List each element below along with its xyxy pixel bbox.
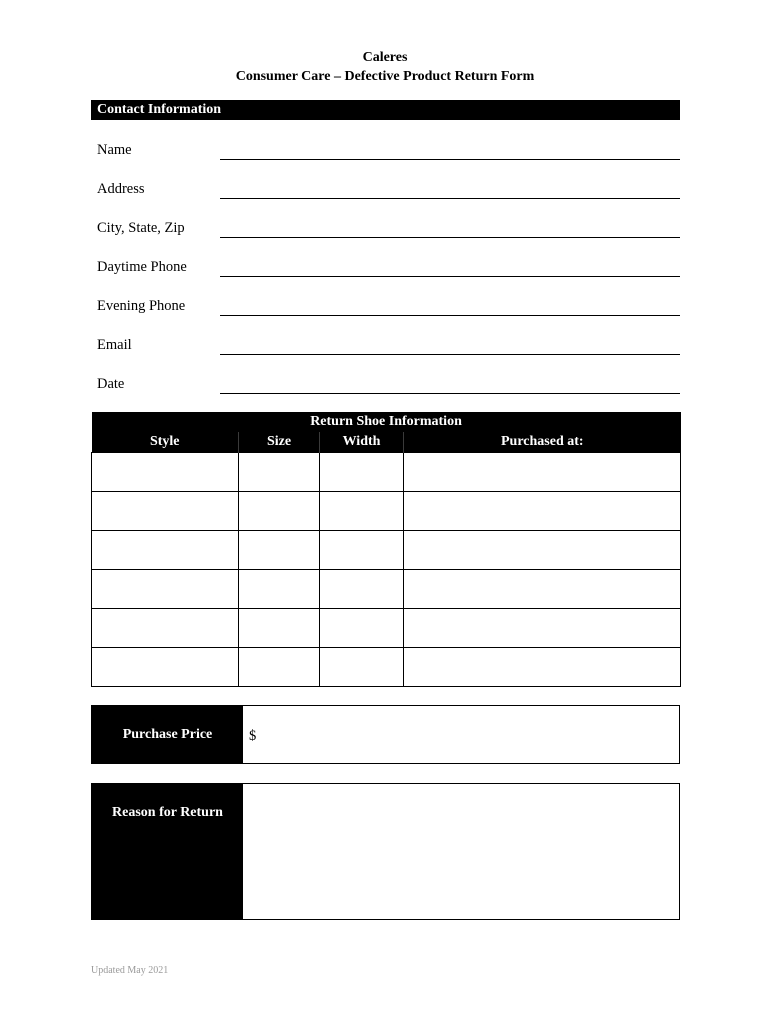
contact-row-evening-phone bbox=[97, 297, 680, 321]
purchased-at-cell[interactable] bbox=[404, 648, 681, 687]
table-row bbox=[92, 609, 681, 648]
updated-note: Updated May 2021 bbox=[91, 965, 169, 976]
width-cell[interactable] bbox=[320, 648, 404, 687]
size-cell[interactable] bbox=[239, 609, 320, 648]
currency-symbol: $ bbox=[249, 728, 257, 744]
contact-row-city-state-zip bbox=[97, 219, 680, 243]
reason-for-return-field[interactable] bbox=[243, 784, 679, 919]
table-row bbox=[92, 453, 681, 492]
size-cell[interactable] bbox=[239, 453, 320, 492]
reason-for-return-label: Reason for Return bbox=[92, 784, 243, 919]
evening-phone-label: Evening Phone bbox=[97, 298, 186, 314]
address-field[interactable] bbox=[220, 198, 680, 199]
purchased-at-cell[interactable] bbox=[404, 492, 681, 531]
purchased-at-cell[interactable] bbox=[404, 570, 681, 609]
email-field[interactable] bbox=[220, 354, 680, 355]
style-cell[interactable] bbox=[92, 453, 239, 492]
return-shoe-table bbox=[91, 412, 681, 687]
purchased-at-cell[interactable] bbox=[404, 531, 681, 570]
contact-row-daytime-phone bbox=[97, 258, 680, 282]
table-row bbox=[92, 648, 681, 687]
contact-row-date bbox=[97, 375, 680, 399]
style-cell[interactable] bbox=[92, 570, 239, 609]
company-name: Caleres bbox=[362, 50, 408, 65]
purchase-price-field[interactable] bbox=[243, 706, 679, 763]
table-row bbox=[92, 531, 681, 570]
width-cell[interactable] bbox=[320, 531, 404, 570]
reason-for-return-box bbox=[91, 783, 680, 920]
purchase-price-label: Purchase Price bbox=[92, 706, 243, 763]
style-cell[interactable] bbox=[92, 492, 239, 531]
name-field[interactable] bbox=[220, 159, 680, 160]
size-cell[interactable] bbox=[239, 648, 320, 687]
style-cell[interactable] bbox=[92, 531, 239, 570]
purchase-price-box bbox=[91, 705, 680, 764]
size-cell[interactable] bbox=[239, 492, 320, 531]
city-state-zip-field[interactable] bbox=[220, 237, 680, 238]
size-cell[interactable] bbox=[239, 570, 320, 609]
form-header bbox=[0, 48, 770, 86]
width-cell[interactable] bbox=[320, 492, 404, 531]
purchased-at-cell[interactable] bbox=[404, 453, 681, 492]
purchased-at-column-header: Purchased at: bbox=[404, 432, 681, 453]
width-cell[interactable] bbox=[320, 609, 404, 648]
name-label: Name bbox=[97, 142, 132, 158]
email-label: Email bbox=[97, 337, 132, 353]
daytime-phone-field[interactable] bbox=[220, 276, 680, 277]
contact-row-email bbox=[97, 336, 680, 360]
evening-phone-field[interactable] bbox=[220, 315, 680, 316]
contact-row-address bbox=[97, 180, 680, 204]
width-column-header: Width bbox=[320, 432, 404, 453]
contact-row-name bbox=[97, 141, 680, 165]
style-cell[interactable] bbox=[92, 609, 239, 648]
style-column-header: Style bbox=[92, 432, 239, 453]
daytime-phone-label: Daytime Phone bbox=[97, 259, 187, 275]
shoe-section-header: Return Shoe Information bbox=[92, 412, 681, 432]
city-state-zip-label: City, State, Zip bbox=[97, 220, 185, 236]
size-column-header: Size bbox=[239, 432, 320, 453]
style-cell[interactable] bbox=[92, 648, 239, 687]
purchased-at-cell[interactable] bbox=[404, 609, 681, 648]
table-row bbox=[92, 570, 681, 609]
size-cell[interactable] bbox=[239, 531, 320, 570]
width-cell[interactable] bbox=[320, 570, 404, 609]
date-field[interactable] bbox=[220, 393, 680, 394]
table-row bbox=[92, 492, 681, 531]
address-label: Address bbox=[97, 181, 145, 197]
contact-section-header: Contact Information bbox=[91, 100, 680, 120]
width-cell[interactable] bbox=[320, 453, 404, 492]
form-title: Consumer Care – Defective Product Return Form bbox=[235, 69, 535, 84]
date-label: Date bbox=[97, 376, 125, 392]
